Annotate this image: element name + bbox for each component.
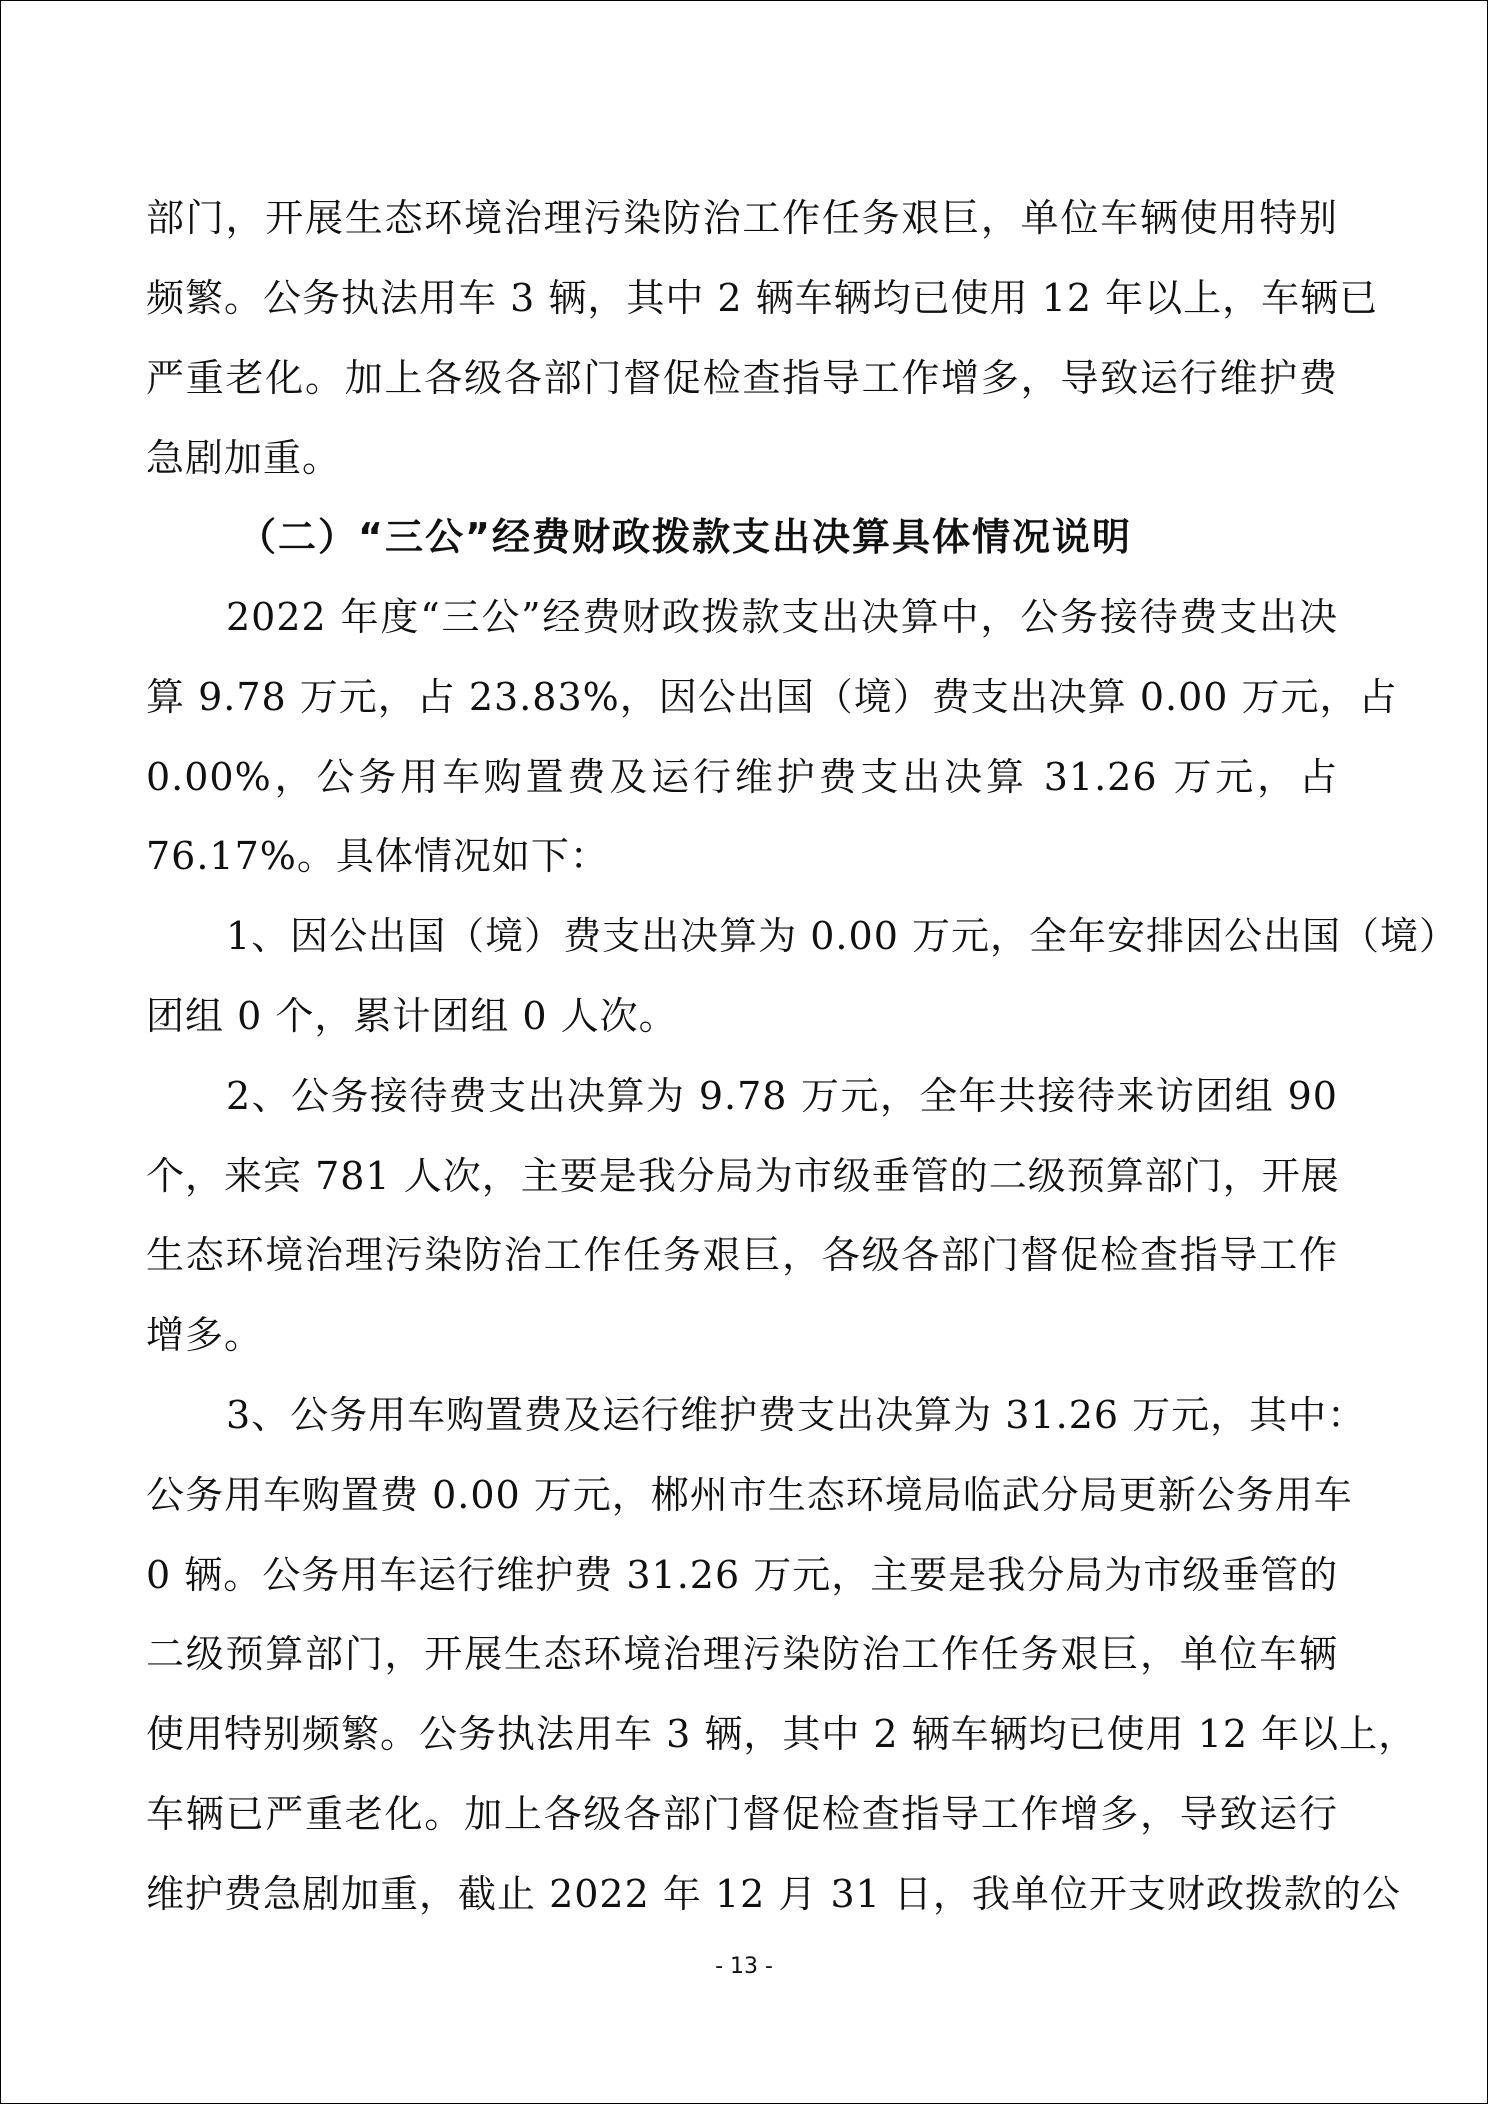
paragraph-line: 76.17%。具体情况如下：	[146, 834, 609, 878]
paragraph-line: 算 9.78 万元，占 23.83%，因公出国（境）费支出决算 0.00 万元，占	[146, 675, 1398, 719]
paragraph-line: 公务用车购置费 0.00 万元，郴州市生态环境局临武分局更新公务用车	[146, 1473, 1353, 1517]
paragraph-line: 二级预算部门，开展生态环境治理污染防治工作任务艰巨，单位车辆	[146, 1632, 1338, 1676]
page-number: - 13 -	[715, 1954, 773, 1979]
section-heading: （二）“三公”经费财政拨款支出决算具体情况说明	[238, 515, 1132, 559]
paragraph-line: 2、公务接待费支出决算为 9.78 万元，全年共接待来访团组 90	[226, 1074, 1338, 1118]
paragraph-line: 个，来宾 781 人次，主要是我分局为市级垂管的二级预算部门，开展	[146, 1154, 1340, 1198]
paragraph-line: 3、公务用车购置费及运行维护费支出决算为 31.26 万元，其中：	[226, 1393, 1367, 1437]
paragraph-line: 团组 0 个，累计团组 0 人次。	[146, 994, 678, 1038]
paragraph-line: 2022 年度“三公”经费财政拨款支出决算中，公务接待费支出决	[226, 595, 1338, 639]
paragraph-line: 生态环境治理污染防治工作任务艰巨，各级各部门督促检查指导工作	[146, 1233, 1338, 1277]
paragraph-line: 频繁。公务执法用车 3 辆，其中 2 辆车辆均已使用 12 年以上，车辆已	[146, 276, 1379, 320]
paragraph-line: 1、因公出国（境）费支出决算为 0.00 万元，全年安排因公出国（境）	[226, 914, 1458, 958]
paragraph-line: 0.00%，公务用车购置费及运行维护费支出决算 31.26 万元，占	[146, 755, 1338, 799]
paragraph-line: 严重老化。加上各级各部门督促检查指导工作增多，导致运行维护费	[146, 356, 1338, 400]
paragraph-line: 增多。	[146, 1313, 264, 1357]
paragraph-line: 使用特别频繁。公务执法用车 3 辆，其中 2 辆车辆均已使用 12 年以上，	[146, 1712, 1418, 1756]
paragraph-line: 0 辆。公务用车运行维护费 31.26 万元，主要是我分局为市级垂管的	[146, 1553, 1339, 1597]
paragraph-line: 部门，开展生态环境治理污染防治工作任务艰巨，单位车辆使用特别	[146, 196, 1338, 240]
paragraph-line: 急剧加重。	[146, 436, 342, 480]
paragraph-line: 维护费急剧加重，截止 2022 年 12 月 31 日，我单位开支财政拨款的公	[146, 1872, 1401, 1916]
paragraph-line: 车辆已严重老化。加上各级各部门督促检查指导工作增多，导致运行	[146, 1792, 1338, 1836]
